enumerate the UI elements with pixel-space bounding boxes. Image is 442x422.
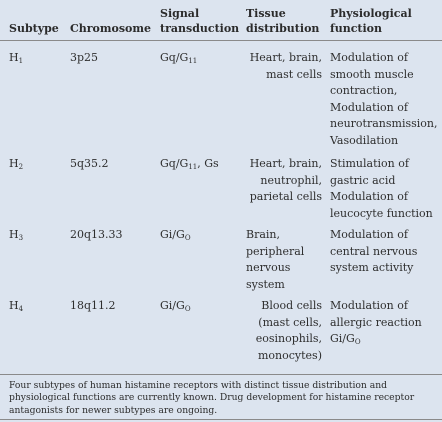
cell-chromosome: 20q13.33 bbox=[70, 228, 123, 241]
table-row bbox=[0, 41, 442, 150]
cell-function: Stimulation of gastric acid Modulation of leucocyte function bbox=[330, 157, 433, 220]
table-row bbox=[0, 293, 442, 368]
cell-subtype: $H_3$ bbox=[9, 228, 24, 242]
cell-signal: $Gi/G_O$ bbox=[160, 228, 191, 242]
header-row bbox=[0, 0, 442, 41]
cell-function: Modulation of central nervous system activity bbox=[330, 228, 418, 274]
table-footnote: Four subtypes of human histamine receptors with distinct tissue distribution and physiological functions are currently known. Drug development for histamine receptor antagonists for newer subtypes are ongoing. bbox=[0, 374, 442, 417]
table-row bbox=[0, 222, 442, 293]
cell-tissue: Blood cells (mast cells, eosinophils, monocytes) bbox=[255, 299, 322, 362]
header-tissue-distribution: Tissue distribution bbox=[242, 0, 326, 41]
bottom-rule bbox=[0, 419, 442, 420]
cell-chromosome: 3p25 bbox=[70, 51, 99, 64]
cell-tissue: Heart, brain, neutrophil, parietal cells bbox=[249, 157, 322, 203]
header-subtype: Subtype bbox=[0, 0, 66, 41]
cell-subtype: $H_1$ bbox=[9, 51, 24, 65]
cell-chromosome: 5q35.2 bbox=[70, 157, 109, 170]
header-signal-transduction: Signal transduction bbox=[156, 0, 242, 41]
cell-signal: $Gi/G_O$ bbox=[160, 299, 191, 313]
header-chromosome: Chromosome bbox=[66, 0, 156, 41]
cell-signal: $Gq/G_{11}$ bbox=[160, 51, 198, 65]
cell-tissue: Heart, brain, mast cells bbox=[249, 51, 322, 81]
cell-signal: $Gq/G_{11}$, Gs bbox=[160, 157, 219, 171]
cell-subtype: $H_2$ bbox=[9, 157, 24, 171]
cell-subtype: $H_4$ bbox=[9, 299, 24, 313]
cell-function: Modulation of allergic reaction $Gi/G_O$ bbox=[330, 299, 422, 346]
cell-tissue: Brain, peripheral nervous system bbox=[246, 228, 305, 291]
table-row bbox=[0, 149, 442, 222]
header-physiological-function: Physiological function bbox=[326, 0, 442, 41]
cell-function: Modulation of smooth muscle contraction, Modulation of neurotransmission, Vasodilation bbox=[330, 51, 438, 147]
cell-chromosome: 18q11.2 bbox=[70, 299, 116, 312]
